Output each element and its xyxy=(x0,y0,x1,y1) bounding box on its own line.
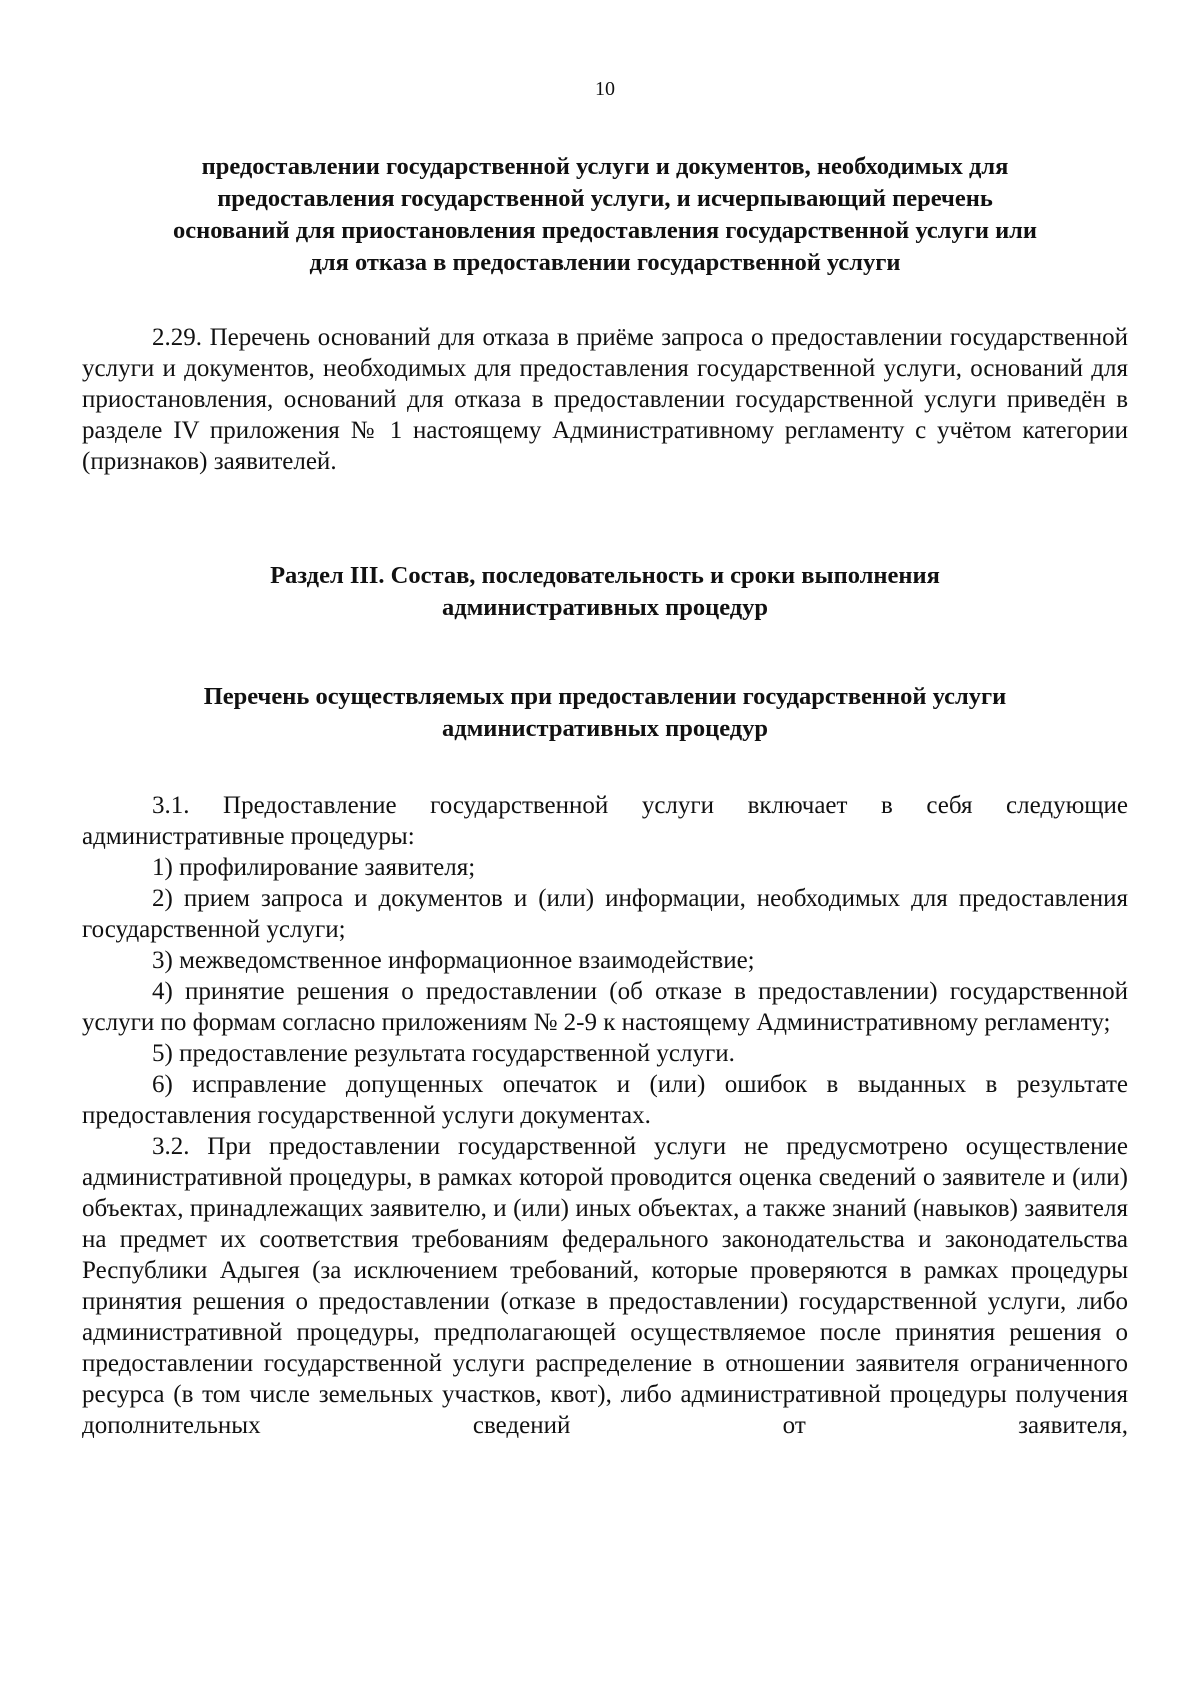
top-heading-line: предоставления государственной услуги, и исчерпывающий перечень xyxy=(217,185,993,212)
list-item: 6) исправление допущенных опечаток и (или) ошибок в выданных в результате предоставления государственной услуги документах. xyxy=(82,1071,1128,1129)
top-heading-line: предоставлении государственной услуги и документов, необходимых для xyxy=(201,153,1009,180)
section-3-body xyxy=(82,790,1128,1441)
list-item: 3) межведомственное информационное взаимодействие; xyxy=(152,947,755,974)
paragraph-3-2: 3.2. При предоставлении государственной услуги не предусмотрено осуществление административной процедуры, в рамках которой проводится оценка сведений о заявителе и (или) объектах, принадлежащих заявителю, и (или) иных объектах, а также знаний (навыков) заявителя на предмет их соответствия требованиям федерального законодательства и законодательства Республики Адыгея (за исключением требований, которые проверяются в рамках процедуры принятия решения о предоставлении (отказе в предоставлении) государственной услуги, либо административной процедуры, предполагающей осуществляемое после принятия решения о предоставлении государственной услуги распределение в отношении заявителя ограниченного ресурса (в том числе земельных участков, квот), либо административной процедуры получения дополнительных сведений от заявителя, xyxy=(82,1133,1128,1439)
list-item: 5) предоставление результата государственной услуги. xyxy=(152,1040,735,1067)
top-heading xyxy=(82,151,1128,279)
section-3-heading-line: административных процедур xyxy=(441,594,769,621)
list-item: 4) принятие решения о предоставлении (об отказе в предоставлении) государственной услуги по формам согласно приложениям № 2-9 к настоящему Административному регламенту; xyxy=(82,978,1128,1036)
top-heading-line: для отказа в предоставлении государственной услуги xyxy=(309,249,901,276)
list-item: 2) прием запроса и документов и (или) информации, необходимых для предоставления государственной услуги; xyxy=(82,885,1128,943)
top-heading-line: оснований для приостановления предоставления государственной услуги или xyxy=(172,217,1038,244)
paragraph-2-29: 2.29. Перечень оснований для отказа в приёме запроса о предоставлении государственной услуги и документов, необходимых для предоставления государственной услуги, оснований для приостановления, оснований для отказа в предоставлении государственной услуги приведён в разделе IV приложения № 1 настоящему Административному регламенту с учётом категории (признаков) заявителей. xyxy=(82,324,1128,475)
procedures-heading-line: Перечень осуществляемых при предоставлении государственной услуги xyxy=(203,683,1007,710)
page-number: 10 xyxy=(595,78,615,100)
list-item: 1) профилирование заявителя; xyxy=(152,854,476,881)
procedures-heading-line: административных процедур xyxy=(441,715,769,742)
procedures-heading xyxy=(82,681,1128,745)
paragraph-3-1: 3.1. Предоставление государственной услуги включает в себя следующие административные процедуры: xyxy=(82,792,1128,850)
section-3-heading-line: Раздел III. Состав, последовательность и сроки выполнения xyxy=(270,562,940,589)
section-3-heading xyxy=(82,560,1128,624)
